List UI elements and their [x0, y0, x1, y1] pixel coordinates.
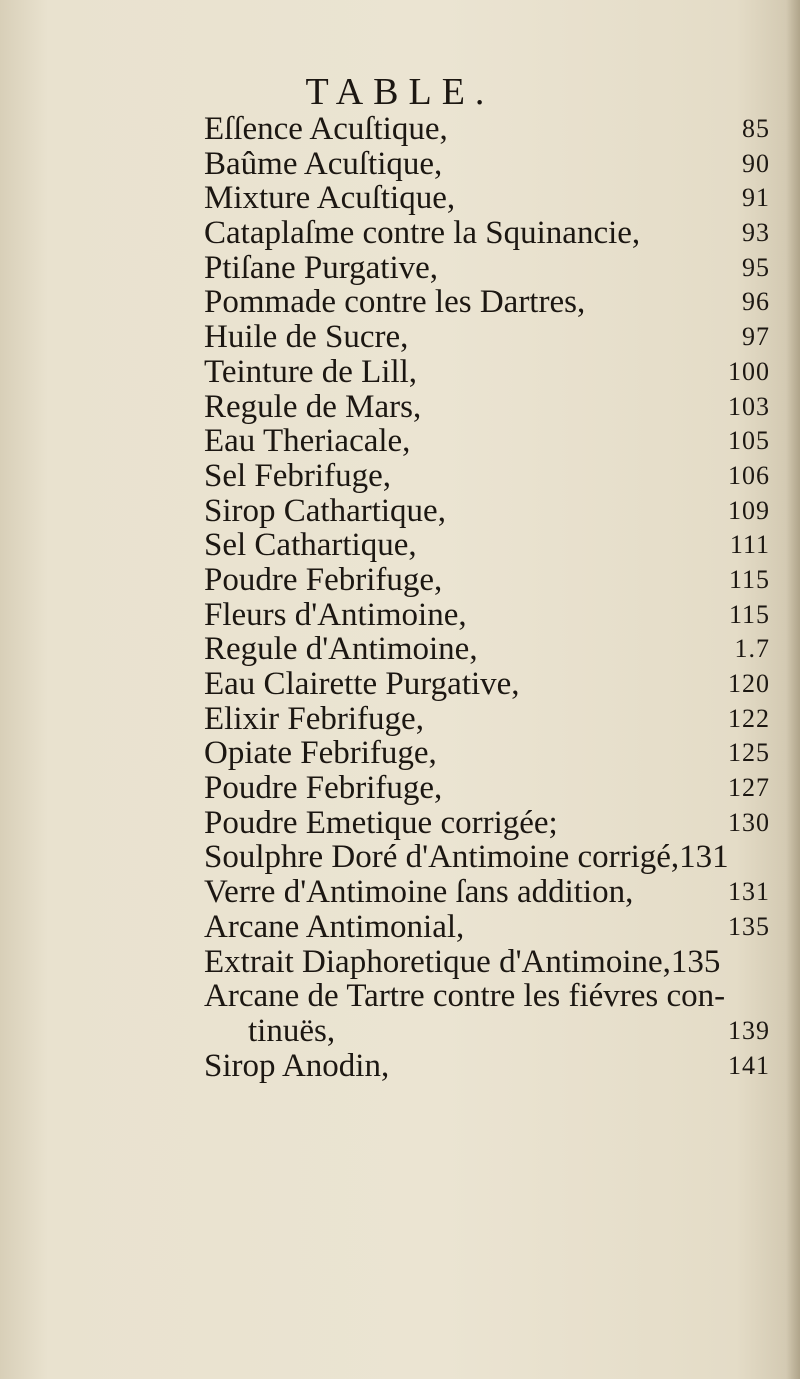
toc-entry	[204, 632, 770, 667]
toc-entry	[204, 806, 770, 841]
toc-entry-text: Regule de Mars,	[204, 388, 422, 425]
toc-entry	[204, 390, 770, 425]
toc-entry	[204, 736, 770, 771]
toc-entry-text: Sirop Anodin,	[204, 1047, 390, 1084]
toc-entry	[204, 216, 770, 251]
toc-entry	[204, 563, 770, 598]
toc-entry-page: 91	[742, 183, 770, 213]
toc-entry-page: 115	[728, 564, 770, 594]
toc-entry	[204, 702, 770, 737]
toc-entry	[204, 251, 770, 286]
toc-entry-page: 103	[728, 391, 770, 421]
toc-entry-page: 1.7	[734, 634, 770, 664]
toc-entry-text: Soulphre Doré d'Antimoine corrigé,131	[204, 839, 729, 876]
toc-entry-text: Sel Febrifuge,	[204, 457, 391, 494]
page-title: TABLE.	[305, 71, 495, 113]
toc-entry-text: Fleurs d'Antimoine,	[204, 596, 467, 633]
toc-entry	[204, 424, 770, 459]
page-edge-shadow	[786, 0, 800, 1379]
toc-entry-text: Mixture Acuſtique,	[204, 180, 456, 217]
table-of-contents	[204, 112, 770, 1083]
toc-entry-text: Poudre Emetique corrigée;	[204, 804, 558, 841]
toc-entry-page: 95	[742, 252, 770, 282]
toc-entry	[204, 285, 770, 320]
toc-entry-page: 106	[728, 460, 770, 490]
toc-entry-page: 85	[742, 114, 770, 143]
toc-entry-text: Baûme Acuſtique,	[204, 145, 443, 182]
toc-entry	[204, 320, 770, 355]
toc-entry-text: Poudre Febrifuge,	[204, 561, 443, 598]
toc-entry-text: Elixir Febrifuge,	[204, 700, 424, 737]
toc-entry-text: Poudre Febrifuge,	[204, 770, 443, 807]
toc-entry-text: Arcane Antimonial,	[204, 908, 465, 945]
toc-entry-text: Huile de Sucre,	[204, 319, 409, 356]
toc-entry-page: 105	[728, 426, 770, 456]
toc-entry-text: Eau Theriacale,	[204, 423, 411, 460]
toc-entry-text: Verre d'Antimoine ſans addition,	[204, 874, 634, 911]
toc-entry-page: 90	[742, 148, 770, 178]
toc-entry-page: 125	[728, 738, 770, 768]
toc-entry-page: 115	[728, 599, 770, 629]
toc-entry-page: 120	[728, 669, 770, 698]
toc-entry-text: Cataplaſme contre la Squinancie,	[204, 215, 641, 252]
toc-entry	[204, 840, 770, 875]
toc-entry-page: 131	[728, 877, 770, 907]
toc-entry	[204, 1014, 770, 1049]
toc-entry-text: tinuës,	[248, 1012, 336, 1049]
toc-entry-page: 141	[728, 1050, 770, 1080]
toc-entry-page: 100	[728, 356, 770, 386]
toc-entry-text: Pommade contre les Dartres,	[204, 284, 586, 321]
toc-entry-page: 139	[728, 1015, 770, 1045]
toc-entry	[204, 494, 770, 529]
toc-entry	[204, 667, 770, 702]
toc-entry-text: Ptiſane Purgative,	[204, 249, 439, 286]
toc-entry-text: Extrait Diaphoretique d'Antimoine,135	[204, 943, 721, 980]
toc-entry	[204, 459, 770, 494]
toc-entry-text: Opiate Febrifuge,	[204, 735, 437, 772]
toc-entry-page: 135	[728, 911, 770, 941]
toc-entry-text: Eſſence Acuſtique,	[204, 111, 448, 147]
toc-entry-page: 122	[728, 703, 770, 733]
toc-entry	[204, 355, 770, 390]
toc-entry-page: 97	[742, 322, 770, 352]
toc-entry-page: 130	[728, 807, 770, 837]
toc-entry-text: Arcane de Tartre contre les fiévres con-	[204, 978, 726, 1015]
toc-entry	[204, 528, 770, 563]
toc-entry-page: 127	[728, 773, 770, 803]
toc-entry-text: Regule d'Antimoine,	[204, 631, 478, 668]
toc-entry	[204, 979, 770, 1014]
toc-entry	[204, 910, 770, 945]
toc-entry-text: Teinture de Lill,	[204, 353, 418, 390]
toc-entry-text: Sel Cathartique,	[204, 527, 417, 564]
toc-entry	[204, 147, 770, 182]
toc-entry	[204, 598, 770, 633]
toc-entry	[204, 945, 770, 980]
toc-entry-page: 93	[742, 218, 770, 248]
toc-entry	[204, 181, 770, 216]
toc-entry	[204, 1049, 770, 1084]
toc-entry-text: Sirop Cathartique,	[204, 492, 446, 529]
toc-entry	[204, 875, 770, 910]
toc-entry-page: 109	[728, 495, 770, 525]
toc-entry	[204, 771, 770, 806]
toc-entry-page: 111	[729, 530, 770, 560]
toc-entry	[204, 112, 770, 147]
toc-entry-text: Eau Clairette Purgative,	[204, 666, 520, 702]
toc-entry-page: 96	[742, 287, 770, 317]
